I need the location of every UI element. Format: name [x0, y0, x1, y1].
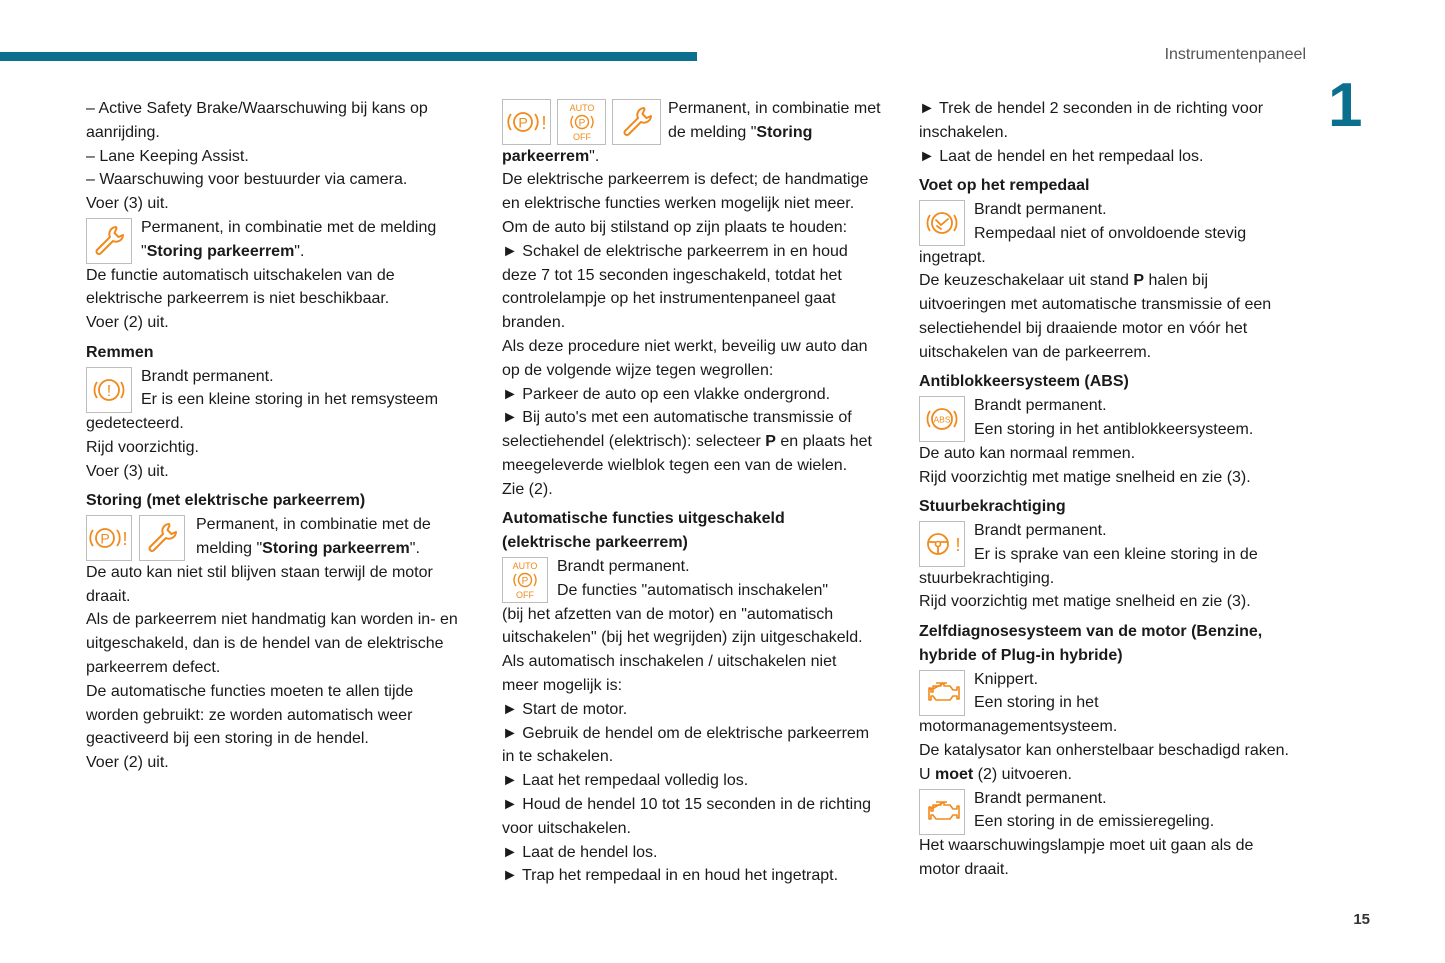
text-line: Rijd voorzichtig met matige snelheid en zie (3).: [919, 593, 1251, 611]
svg-text:AUTO: AUTO: [569, 103, 594, 113]
text-line: De automatische functies moeten te allen tijde: [86, 682, 414, 700]
text-line: Brandt permanent.: [974, 397, 1107, 415]
text-line: Permanent, in combinatie met: [668, 100, 881, 117]
chapter-number: 1: [1328, 71, 1363, 140]
text-line: motor draait.: [919, 860, 1009, 878]
heading-engine-diagnosis-2: hybride of Plug-in hybride): [919, 646, 1123, 664]
steering-wheel-warning-icon: [919, 521, 965, 567]
text-line: De keuzeschakelaar uit stand P halen bij: [919, 272, 1209, 290]
text-line: uitvoeringen met automatische transmissie of een: [919, 296, 1272, 314]
text-line: parkeerrem defect.: [86, 658, 221, 676]
text-line: Brandt permanent.: [557, 557, 690, 575]
abs-icon: [919, 396, 965, 442]
text-line: aanrijding.: [86, 123, 160, 141]
text-line: De functies "automatisch inschakelen": [557, 581, 829, 599]
header-accent-bar: [0, 52, 697, 61]
text-line: parkeerrem".: [502, 147, 600, 165]
text-line: ► Start de motor.: [502, 700, 628, 718]
auto-off-icon: [502, 557, 548, 603]
text-line: elektrische parkeerrem is niet beschikbaar.: [86, 290, 390, 308]
text-line: Als automatisch inschakelen / uitschakelen niet: [502, 653, 837, 671]
text-line: in te schakelen.: [502, 748, 614, 766]
svg-text:P: P: [517, 114, 528, 131]
text-line: Het waarschuwingslampje moet uit gaan als de: [919, 837, 1254, 855]
text-line: Brandt permanent.: [141, 367, 274, 385]
text-line: De elektrische parkeerrem is defect; de handmatige: [502, 171, 869, 189]
svg-text:P: P: [521, 575, 529, 587]
text-line: voor uitschakelen.: [502, 819, 631, 837]
text-line: Om de auto bij stilstand op zijn plaats te houden:: [502, 218, 848, 236]
text-line: Knippert.: [974, 670, 1039, 688]
heading-power-steering: Stuurbekrachtiging: [919, 498, 1066, 516]
text-line: Een storing in het antiblokkeersysteem.: [974, 420, 1254, 438]
text-line: Brandt permanent.: [974, 200, 1107, 218]
text-line: Voer (3) uit.: [86, 195, 169, 213]
text-line: Permanent, in combinatie met de: [196, 516, 431, 534]
warning-entry-parkbrake-defect: [502, 97, 897, 145]
text-line: Als deze procedure niet werkt, beveilig uw auto dan: [502, 337, 868, 355]
text-line: selectiehendel (elektrisch): selecteer P en plaats het: [502, 433, 872, 451]
warning-entry-parkbrake-fault: [86, 513, 481, 561]
svg-text:ABS: ABS: [933, 414, 951, 425]
text-line: worden gebruikt: ze worden automatisch weer: [86, 706, 413, 724]
text-line: Brandt permanent.: [974, 521, 1107, 539]
svg-text:P: P: [578, 118, 585, 129]
text-line: Voer (3) uit.: [86, 462, 169, 480]
text-line: op de volgende wijze tegen wegrollen:: [502, 361, 774, 379]
text-line: en elektrische functies werken mogelijk niet meer.: [502, 195, 855, 213]
page-number: 15: [1353, 911, 1370, 928]
svg-text:OFF: OFF: [516, 589, 534, 600]
text-line: "Storing parkeerrem".: [141, 242, 305, 260]
heading-storing: Storing (met elektrische parkeerrem): [86, 492, 366, 510]
column-2: [502, 97, 897, 888]
warning-entry-abs: [919, 394, 1319, 442]
engine-icon: [919, 789, 965, 835]
text-line: branden.: [502, 314, 566, 332]
text-line: ► Laat de hendel en het rempedaal los.: [919, 147, 1204, 165]
text-line: meer mogelijk is:: [502, 676, 623, 694]
warning-entry-foot-on-pedal: [919, 198, 1319, 246]
text-line: ► Schakel de elektrische parkeerrem in en houd: [502, 242, 848, 260]
text-line: uitschakelen van de parkeerrem.: [919, 343, 1152, 361]
svg-text:!: !: [106, 382, 112, 400]
text-line: motormanagementsysteem.: [919, 718, 1118, 736]
text-line: uitschakelen" (bij het wegrijden) zijn uitgeschakeld.: [502, 629, 863, 647]
text-line: Voer (2) uit.: [86, 754, 169, 772]
warning-entry-brake: [86, 365, 481, 413]
heading-remmen: Remmen: [86, 343, 154, 361]
text-line: gedetecteerd.: [86, 415, 184, 433]
text-line: Rempedaal niet of onvoldoende stevig: [974, 224, 1247, 242]
text-line: Er is sprake van een kleine storing in de: [974, 545, 1258, 563]
section-title: Instrumentenpaneel: [1164, 46, 1306, 63]
text-line: – Waarschuwing voor bestuurder via camera.: [86, 171, 408, 189]
text-line: Een storing in het: [974, 694, 1099, 712]
heading-auto-functions: Automatische functies uitgeschakeld: [502, 510, 785, 528]
wrench-icon: [86, 218, 132, 264]
text-line: Voer (2) uit.: [86, 314, 169, 332]
wrench-icon: [139, 515, 185, 561]
heading-auto-functions-2: (elektrische parkeerrem): [502, 534, 688, 552]
text-line: uitgeschakeld, dan is de hendel van de elektrische: [86, 635, 444, 653]
heading-foot-on-pedal: Voet op het rempedaal: [919, 177, 1090, 195]
text-line: draait.: [86, 587, 131, 605]
text-line: melding "Storing parkeerrem".: [196, 539, 420, 557]
text-line: ► Bij auto's met een automatische transmissie of: [502, 409, 852, 427]
heading-engine-diagnosis: Zelfdiagnosesysteem van de motor (Benzine,: [919, 622, 1263, 640]
text-line: Permanent, in combinatie met de melding: [141, 218, 437, 236]
text-line: ► Parkeer de auto op een vlakke ondergrond.: [502, 385, 831, 403]
text-line: de melding "Storing: [668, 123, 813, 141]
text-line: controlelampje op het instrumentenpaneel gaat: [502, 290, 836, 308]
svg-text:!: !: [540, 113, 547, 133]
svg-text:!: !: [122, 529, 128, 550]
text-line: De katalysator kan onherstelbaar beschadigd raken.: [919, 741, 1289, 759]
text-line: Een storing in de emissieregeling.: [974, 813, 1215, 831]
text-line: deze 7 tot 15 seconden ingeschakeld, totdat het: [502, 266, 842, 284]
brake-warning-icon: [86, 367, 132, 413]
column-1: [86, 97, 481, 775]
text-line: ► Laat de hendel los.: [502, 843, 658, 861]
foot-on-brake-icon: [919, 200, 965, 246]
text-line: ► Laat het rempedaal volledig los.: [502, 772, 749, 790]
text-line: selectiehendel bij draaiende motor en vóór het: [919, 319, 1248, 337]
text-line: – Lane Keeping Assist.: [86, 147, 249, 165]
text-line: De functie automatisch uitschakelen van de: [86, 266, 395, 284]
svg-text:!: !: [955, 534, 961, 555]
text-line: – Active Safety Brake/Waarschuwing bij kans op: [86, 100, 428, 117]
warning-entry-auto-off: [502, 555, 897, 603]
text-line: inschakelen.: [919, 123, 1008, 141]
text-line: Als de parkeerrem niet handmatig kan worden in- en: [86, 611, 458, 629]
text-line: Er is een kleine storing in het remsysteem: [141, 391, 439, 409]
warning-entry-wrench: [86, 216, 481, 264]
parking-brake-fault-icon: [86, 515, 132, 561]
text-line: (bij het afzetten van de motor) en "automatisch: [502, 605, 834, 623]
text-line: ingetrapt.: [919, 248, 986, 266]
warning-entry-engine-blink: [919, 668, 1319, 716]
column-3: [919, 97, 1319, 882]
text-line: ► Houd de hendel 10 tot 15 seconden in de richting: [502, 795, 871, 813]
text-line: Rijd voorzichtig.: [86, 438, 199, 456]
warning-entry-engine-steady: [919, 787, 1319, 835]
svg-text:OFF: OFF: [572, 132, 591, 142]
text-line: U moet (2) uitvoeren.: [919, 765, 1072, 783]
text-line: Rijd voorzichtig met matige snelheid en zie (3).: [919, 468, 1251, 486]
text-line: ► Trap het rempedaal in en houd het ingetrapt.: [502, 867, 839, 885]
warning-entry-power-steering: [919, 519, 1319, 567]
wrench-icon: [612, 99, 661, 145]
engine-icon: [919, 670, 965, 716]
text-line: Zie (2).: [502, 480, 553, 498]
text-line: stuurbekrachtiging.: [919, 569, 1055, 587]
text-line: Brandt permanent.: [974, 789, 1107, 807]
parking-brake-fault-icon: [502, 99, 551, 145]
text-line: De auto kan normaal remmen.: [919, 444, 1136, 462]
auto-off-icon: [557, 99, 606, 145]
text-line: geactiveerd bij een storing in de hendel.: [86, 730, 369, 748]
svg-text:P: P: [100, 530, 110, 547]
text-line: ► Gebruik de hendel om de elektrische parkeerrem: [502, 724, 870, 742]
text-line: ► Trek de hendel 2 seconden in de richting voor: [919, 100, 1264, 117]
text-line: meegeleverde wielblok tegen een van de wielen.: [502, 456, 848, 474]
heading-abs: Antiblokkeersysteem (ABS): [919, 373, 1129, 391]
text-line: De auto kan niet stil blijven staan terwijl de motor: [86, 563, 433, 581]
svg-text:AUTO: AUTO: [512, 560, 538, 571]
